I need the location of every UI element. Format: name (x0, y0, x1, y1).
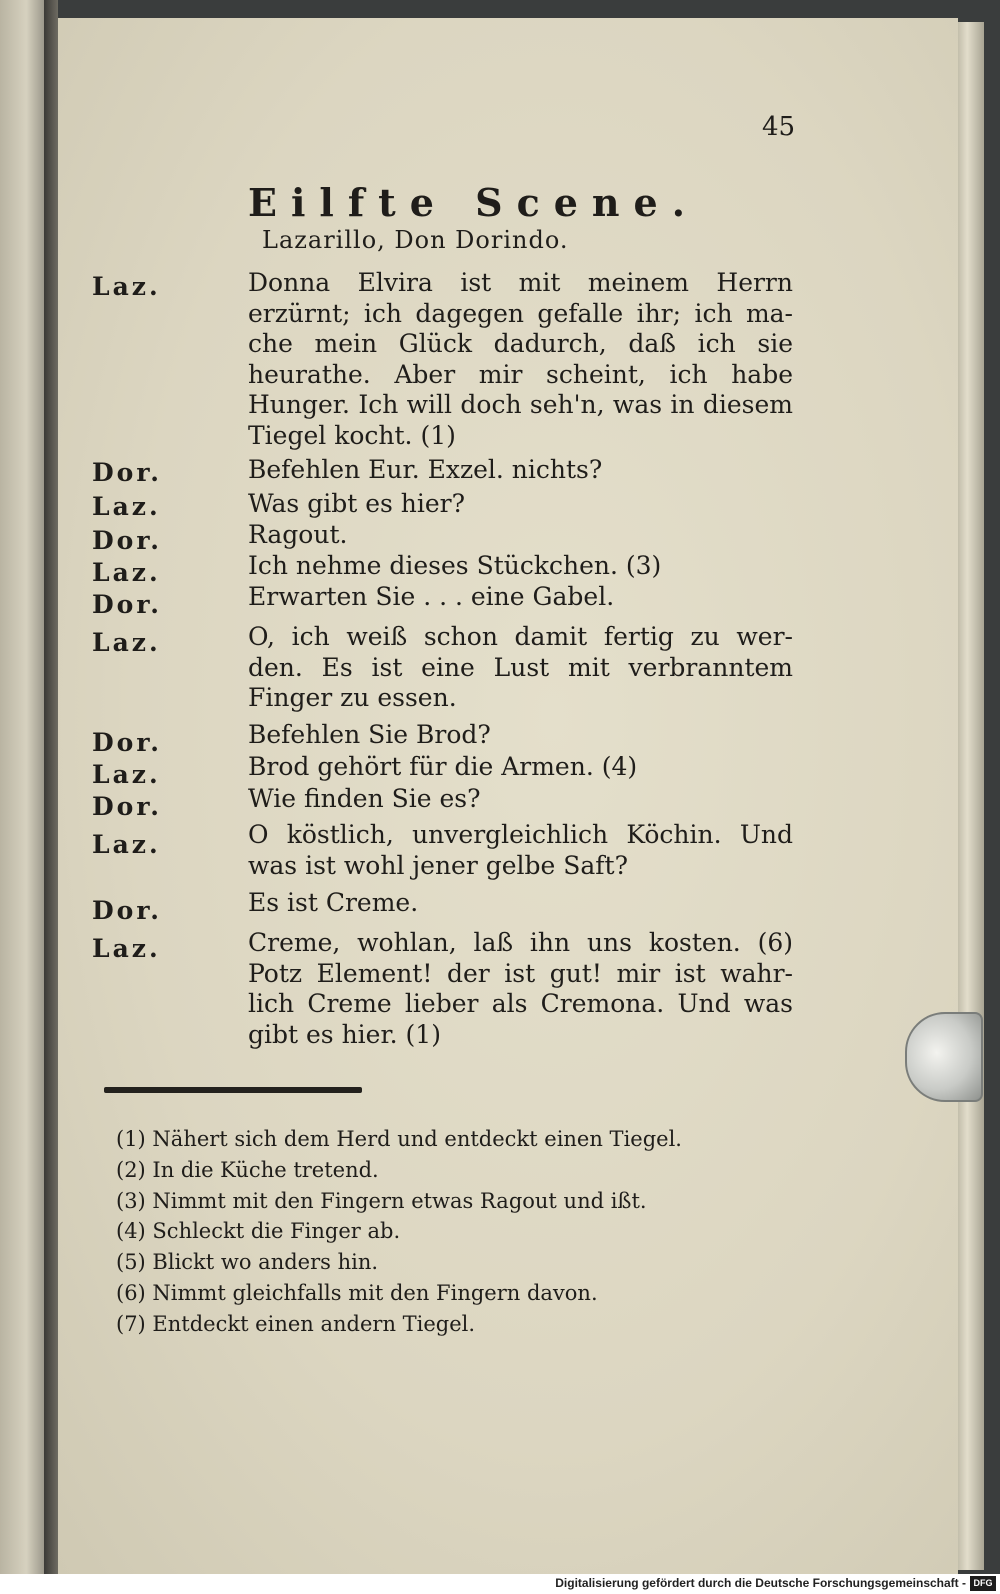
speech-text: Es ist Creme. (248, 888, 419, 917)
dfg-logo: DFG (970, 1576, 996, 1591)
footnote-item: (1) Nähert sich dem Herd und entdeckt einen Tiegel. (116, 1127, 682, 1151)
book-spine (44, 0, 58, 1594)
page-stack-edge (956, 22, 984, 1570)
scene-characters: Lazarillo, Don Dorindo. (262, 226, 569, 254)
speaker-label: Laz. (92, 272, 161, 301)
speech-text: O, ich weiß schon damit fertig zu wer- den. Es ist eine Lust mit verbranntem Finger zu essen. (248, 622, 793, 712)
footnote-item: (3) Nimmt mit den Fingern etwas Ragout und ißt. (116, 1188, 647, 1213)
footnote-item: (5) Blickt wo anders hin. (116, 1250, 379, 1275)
footnote-item: (6) Nimmt gleichfalls mit den Fingern davon. (116, 1280, 598, 1305)
speech-text: Wie finden Sie es? (248, 784, 481, 813)
speech-text: Ich nehme dieses Stückchen. (3) (248, 551, 662, 580)
footnote-item: (2) In die Küche tretend. (116, 1157, 379, 1182)
speaker-label: Laz. (92, 830, 161, 859)
speech-text: Ragout. (248, 520, 348, 549)
speaker-label: Laz. (92, 492, 161, 521)
speech-text: Befehlen Sie Brod? (248, 720, 491, 749)
page-number: 45 (762, 112, 796, 142)
scene-title: Eilfte Scene. (248, 180, 699, 225)
speech-text: Creme, wohlan, laß ihn uns kosten. (6) Potz Element! der ist gut! mir ist wahr- lich Creme lieber als Cremona. Und was gibt es hier. (1) (248, 928, 793, 1049)
footnote-item: (7) Entdeckt einen andern Tiegel. (116, 1311, 476, 1336)
footnotes-list (116, 1124, 756, 1340)
speech-text: Donna Elvira ist mit meinem Herrn erzürnt; ich dagegen gefalle ihr; ich ma- che mein Glück dadurch, daß ich sie heurathe. Aber mir scheint, ich habe Hunger. Ich will doch seh'n, was in diesem Tiegel kocht. (1) (248, 268, 793, 450)
speaker-label: Laz. (92, 558, 161, 587)
speech-text: Erwarten Sie . . . eine Gabel. (248, 582, 615, 611)
speech-text: Was gibt es hier? (248, 489, 466, 518)
speaker-label: Laz. (92, 760, 161, 789)
speaker-label: Laz. (92, 934, 161, 963)
speaker-label: Laz. (92, 628, 161, 657)
facing-page-edge (0, 0, 48, 1594)
footnote-item: (4) Schleckt die Finger ab. (116, 1219, 401, 1244)
page-clip (905, 1012, 983, 1102)
footnote-divider (104, 1087, 362, 1093)
speaker-label: Dor. (92, 458, 162, 487)
speech-text: Brod gehört für die Armen. (4) (248, 752, 638, 781)
speaker-label: Dor. (92, 792, 162, 821)
speech-text: O köstlich, unvergleichlich Köchin. Und was ist wohl jener gelbe Saft? (248, 820, 793, 880)
digitization-notice: Digitalisierung gefördert durch die Deutsche Forschungsgemeinschaft - (555, 1576, 966, 1590)
digitization-footer (0, 1574, 1000, 1594)
speaker-label: Dor. (92, 728, 162, 757)
speaker-label: Dor. (92, 526, 162, 555)
speaker-label: Dor. (92, 590, 162, 619)
speech-text: Befehlen Eur. Exzel. nichts? (248, 455, 603, 484)
speaker-label: Dor. (92, 896, 162, 925)
